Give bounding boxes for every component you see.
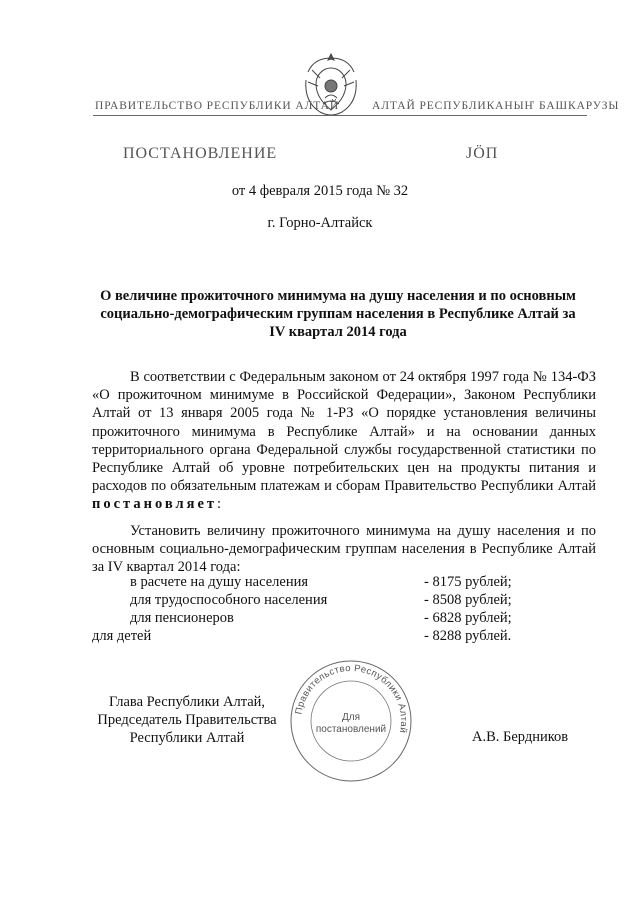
- item-label-per-capita: в расчете на душу населения: [130, 574, 309, 590]
- stamp-center-line2: постановлений: [315, 724, 387, 735]
- stamp-center-line1: Для: [341, 712, 361, 723]
- signatory-line-1: Глава Республики Алтай,: [108, 694, 266, 710]
- header-divider: [93, 115, 587, 116]
- document-title: О величине прожиточного минимума на душу населения и по основным социально-демографическим группам населения в Республике Алтай за IV квартал 2014 года: [100, 288, 576, 340]
- stamp-ring-text: Правительство Республики Алтай: [293, 662, 410, 735]
- resolves-word: постановляет: [92, 496, 218, 513]
- signatory-name: А.В. Бердников: [472, 729, 569, 745]
- item-label-children: для детей: [92, 628, 152, 644]
- signatory-line-2: Председатель Правительства: [97, 712, 277, 728]
- signatory-title: [92, 693, 282, 747]
- document-city: г. Горно-Алтайск: [267, 215, 373, 231]
- decision-paragraph: Установить величину прожиточного минимума на душу населения и по основным социально-демографическим группам населения в Республике Алтай за IV квартал 2014 года:: [92, 523, 596, 575]
- item-value-working-age: - 8508 рублей;: [424, 592, 512, 608]
- item-value-per-capita: - 8175 рублей;: [424, 574, 512, 590]
- org-name-russian: ПРАВИТЕЛЬСТВО РЕСПУБЛИКИ АЛТАЙ: [95, 100, 340, 112]
- preamble-paragraph: [92, 368, 596, 514]
- preamble-text: В соответствии с Федеральным законом от 24 октября 1997 года № 134-ФЗ «О прожиточном минимуме в Российской Федерации», Законом Республики Алтай от 13 января 2005 года № 1-РЗ «О порядке установления величины прожиточного минимума в Республике Алтай» и на основании данных территориального органа Федеральной службы государственной статистики по Республике Алтай об уровне потребительских цен на продукты питания и расходов по обязательным платежам и сборам Правительство Республики Алтай: [92, 369, 596, 495]
- signatory-line-3: Республики Алтай: [129, 730, 245, 746]
- org-name-altai: АЛТАЙ РЕСПУБЛИКАНЫҤ БАШКАРУЗЫ: [372, 100, 620, 112]
- item-value-children: - 8288 рублей.: [424, 628, 512, 644]
- item-label-working-age: для трудоспособного населения: [130, 592, 328, 608]
- document-type-altai: ЈӦП: [466, 145, 499, 162]
- document-date-number: от 4 февраля 2015 года № 32: [231, 183, 409, 199]
- item-label-pensioners: для пенсионеров: [130, 610, 234, 626]
- item-value-pensioners: - 6828 рублей;: [424, 610, 512, 626]
- official-stamp: [288, 658, 414, 784]
- preamble-colon: :: [217, 496, 222, 513]
- document-type-russian: ПОСТАНОВЛЕНИЕ: [123, 145, 278, 162]
